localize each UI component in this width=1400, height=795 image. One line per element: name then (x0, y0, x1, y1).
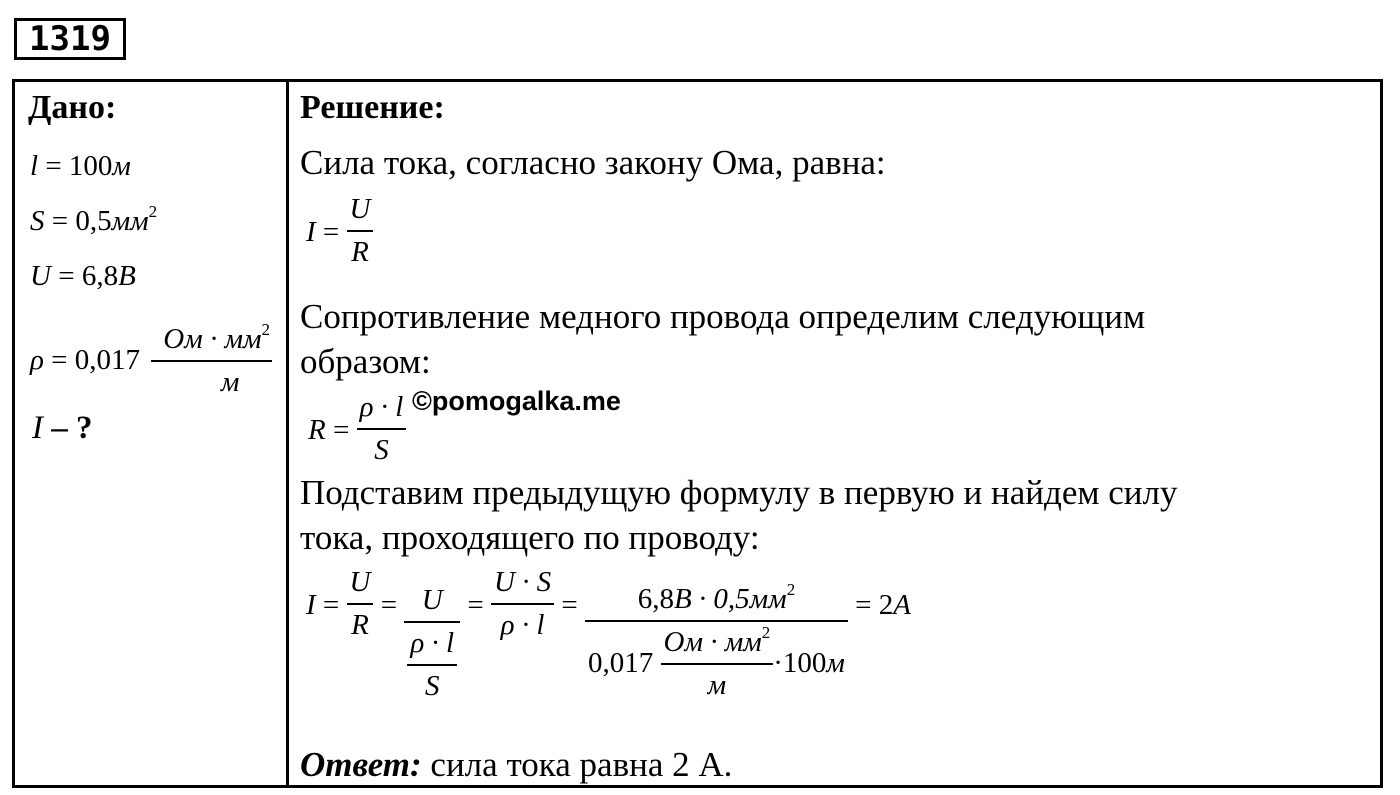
given-area: $S = 0,5мм^2$ (30, 202, 158, 237)
term-numeric-substitution: $6,8В \cdot 0,5мм^2$ 0,017 $\frac{Ом \cdot мм^2}{м}$ ·100м (585, 585, 848, 700)
given-voltage: U = 6,8В (30, 260, 136, 292)
solution-line-2b: образом: (300, 342, 431, 381)
solution-line-3b: тока, проходящего по проводу: (300, 518, 760, 557)
solution-line-2a: Сопротивление медного провода определим следующим (300, 297, 1146, 336)
resistivity-unit-fraction: $\frac{Ом \cdot мм^2}{м}$ (151, 325, 272, 397)
solution-line-3a: Подставим предыдущую формулу в первую и найдем силу (300, 473, 1178, 512)
problem-number: 1319 (14, 18, 126, 60)
given-header: Дано: (28, 89, 117, 126)
term-u-over-r: $\frac{U}{R}$ (347, 568, 374, 640)
term-u-over-rho-l-over-s: $\frac{U}{\frac{\rho \cdot l}{S}}$ (404, 586, 460, 701)
given-length: l = 100м (30, 150, 131, 182)
watermark: ©pomogalka.me (412, 386, 621, 416)
column-divider (286, 79, 289, 788)
answer-label: Ответ: (300, 745, 422, 784)
find-quantity: I – ? (32, 410, 93, 446)
formula-current-derivation: I = $\frac{U}{R}$ = $\frac{U}{\frac{\rho \cdot l}{S}}$ = $\frac{U \cdot S}{\rho \cdot l}$ = $6,8В \cdot 0,5мм^2$ 0,017 $\frac{Ом \cdot мм^2}{м}$ ·100м = 2А (306, 566, 911, 703)
formula-resistance: R = $\frac{\rho \cdot l}{S}$ (308, 393, 406, 465)
answer-line (300, 745, 732, 785)
solution-line-1: Сила тока, согласно закону Ома, равна: (300, 143, 886, 182)
formula-result: = 2А (855, 589, 911, 621)
formula-ohm-law: I = $\frac{U}{R}$ (306, 195, 373, 267)
given-resistivity: ρ = 0,017 $\frac{Ом \cdot мм^2}{м}$ (30, 320, 270, 398)
term-us-over-rho-l: $\frac{U \cdot S}{\rho \cdot l}$ (491, 568, 554, 640)
answer-text: сила тока равна 2 А. (421, 745, 733, 784)
solution-header: Решение: (300, 89, 445, 126)
